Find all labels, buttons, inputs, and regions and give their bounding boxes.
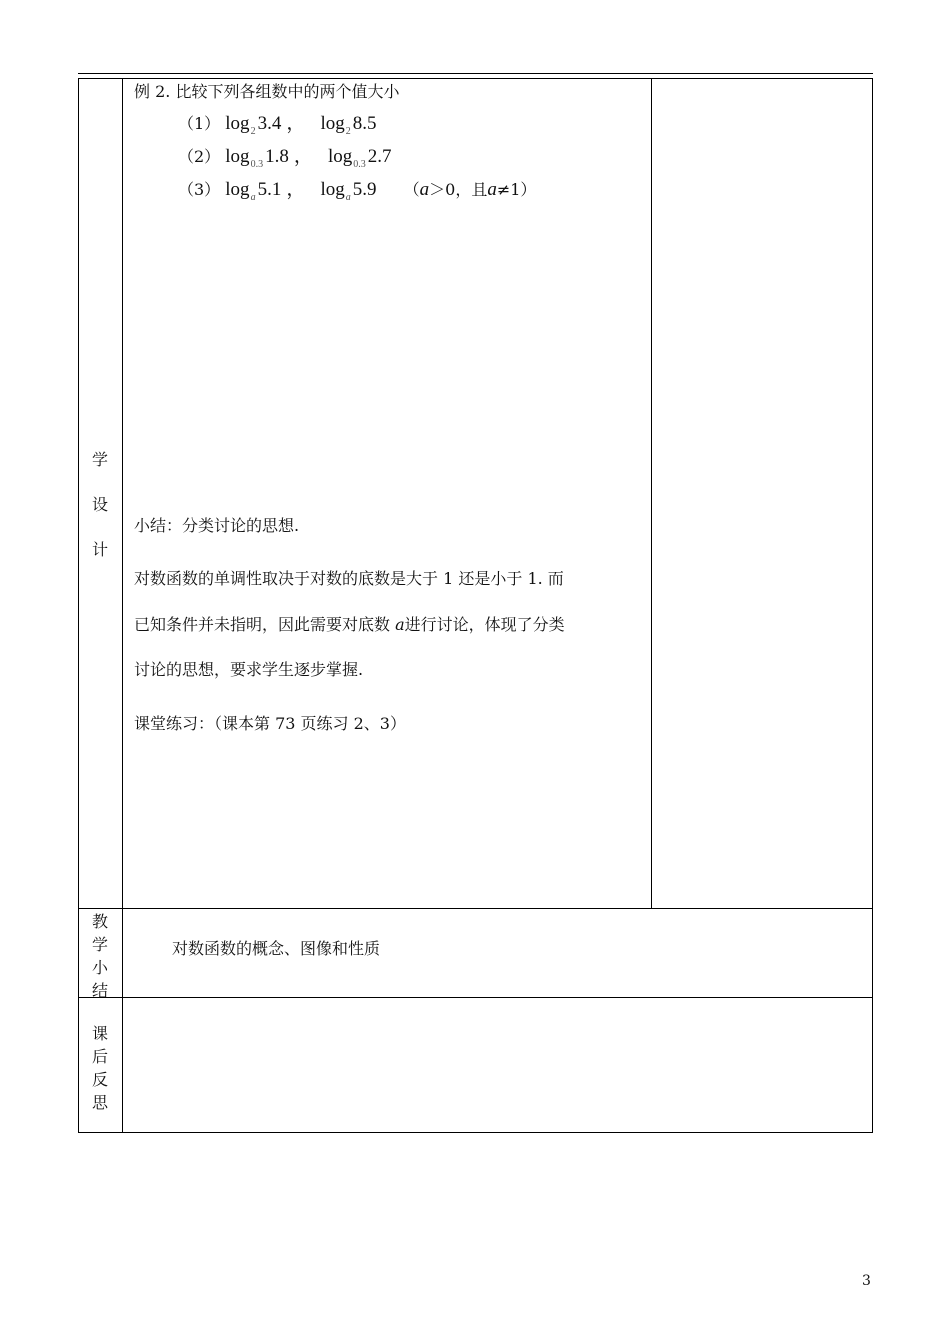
side-label-char: 后	[91, 1047, 108, 1066]
log-expression: $\log_2 3.4$	[225, 113, 282, 137]
table-top-border	[78, 78, 873, 79]
variable-a: a	[395, 615, 405, 634]
table-right-border	[872, 78, 873, 1133]
paragraph-line-2: 已知条件并未指明，因此需要对底数 a进行讨论，体现了分类	[134, 615, 565, 634]
separator: ，	[286, 179, 306, 200]
log-expression: $\log_{0.3} 2.7$	[328, 146, 392, 170]
summary-line: 小结：分类讨论的思想.	[134, 516, 300, 535]
side-label-char: 学	[91, 450, 108, 469]
side-label-char: 结	[91, 981, 108, 1000]
log-expression: $\log_2 8.5$	[320, 113, 377, 137]
side-label-reflection	[88, 1022, 112, 1114]
log-expression: $\log_a 5.9$	[320, 179, 377, 203]
side-label-teaching-summary	[88, 910, 112, 1002]
teaching-summary-text: 对数函数的概念、图像和性质	[172, 939, 381, 958]
separator: ，	[293, 146, 313, 167]
side-label-char: 课	[91, 1024, 108, 1043]
side-label-char: 思	[91, 1093, 108, 1112]
example-item-1	[178, 108, 377, 135]
label-column-divider	[122, 78, 123, 1133]
side-label-char: 小	[91, 958, 108, 977]
separator: ，	[286, 113, 306, 134]
side-label-design	[88, 448, 112, 561]
log-expression: $\log_{0.3} 1.8$	[225, 146, 289, 170]
item-number: （3）	[178, 180, 221, 199]
item-number: （2）	[178, 147, 221, 166]
side-label-char: 设	[91, 495, 108, 514]
design-row-bottom-border	[78, 908, 873, 909]
side-label-char: 计	[91, 540, 108, 559]
example-item-3	[178, 174, 536, 201]
top-rule	[78, 73, 873, 74]
side-label-char: 学	[91, 935, 108, 954]
table-left-border	[78, 78, 79, 1133]
summary-row-bottom-border	[78, 997, 873, 998]
log-expression: $\log_a 5.1$	[225, 179, 282, 203]
example-item-2	[178, 141, 392, 168]
base-condition: （a＞0，且a≠1）	[403, 179, 537, 200]
classroom-practice: 课堂练习：（课本第 73 页练习 2、3）	[134, 714, 406, 733]
side-label-char: 教	[91, 912, 108, 931]
example-title: 例 2. 比较下列各组数中的两个值大小	[134, 82, 400, 101]
notes-column-divider	[651, 78, 652, 909]
page-number: 3	[862, 1273, 871, 1289]
paragraph-line-3: 讨论的思想，要求学生逐步掌握.	[134, 660, 364, 679]
item-number: （1）	[178, 114, 221, 133]
side-label-char: 反	[91, 1070, 108, 1089]
table-bottom-border	[78, 1132, 873, 1133]
paragraph-line-1: 对数函数的单调性取决于对数的底数是大于 1 还是小于 1. 而	[134, 569, 564, 588]
